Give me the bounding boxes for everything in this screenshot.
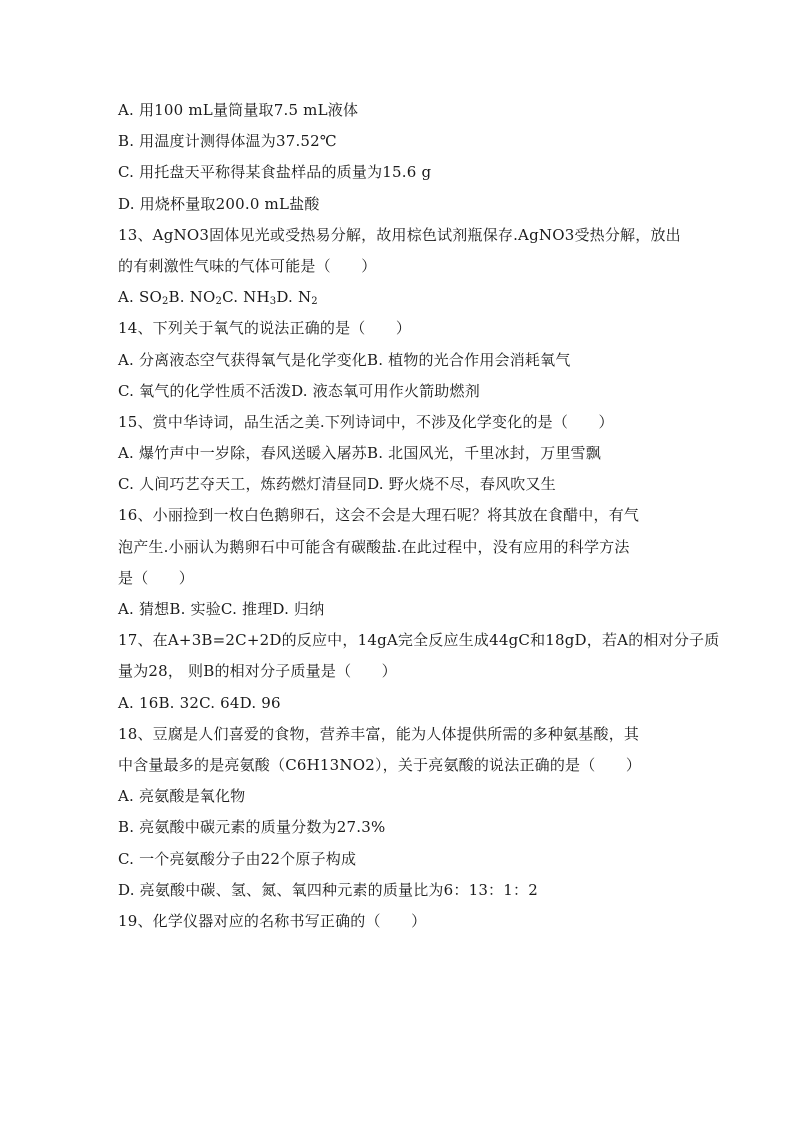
question-14 xyxy=(118,313,678,407)
option-c: C. $NH_3$ xyxy=(222,288,277,308)
option-b: B. 亮氨酸中碳元素的质量分数为27.3% xyxy=(118,818,386,837)
options-line: A. 16B. 32C. 64D. 96 xyxy=(118,693,281,712)
options-line: A. 猜想B. 实验C. 推理D. 归纳 xyxy=(118,600,325,618)
option-a: A. 用100 mL量筒量取7.5 mL液体 xyxy=(118,101,359,119)
option-a: A. 亮氨酸是氧化物 xyxy=(118,787,246,806)
option-a: A. $SO_2$ xyxy=(118,288,169,308)
question-stem: 13、AgNO3固体见光或受热易分解，故用棕色试剂瓶保存.AgNO3受热分解，放出 xyxy=(118,225,681,244)
question-16 xyxy=(118,500,678,625)
question-stem: 17、在A+3B=2C+2D的反应中，14gA完全反应生成44gC和18gD，若A的相对分子质 xyxy=(118,631,720,650)
exam-questions xyxy=(118,95,720,937)
options-ab: A. 分离液态空气获得氧气是化学变化B. 植物的光合作用会消耗氧气 xyxy=(118,350,571,369)
question-stem-continued: 是（ ） xyxy=(118,568,195,587)
options-cd: C. 氧气的化学性质不活泼D. 液态氧可用作火箭助燃剂 xyxy=(118,381,480,400)
option-c: C. 用托盘天平称得某食盐样品的质量为15.6 g xyxy=(118,163,432,182)
question-stem: 15、赏中华诗词，品生活之美.下列诗词中，不涉及化学变化的是（ ） xyxy=(118,412,614,431)
question-stem: 18、豆腐是人们喜爱的食物，营养丰富，能为人体提供所需的多种氨基酸，其 xyxy=(118,724,640,743)
option-c: C. 一个亮氨酸分子由22个原子构成 xyxy=(118,849,357,868)
option-d: D. 亮氨酸中碳、氢、氮、氧四种元素的质量比为6：13：1：2 xyxy=(118,880,538,899)
option-d: D. $N_2$ xyxy=(276,288,318,308)
question-18 xyxy=(118,719,678,906)
question-stem: 16、小丽捡到一枚白色鹅卵石，这会不会是大理石呢？将其放在食醋中，有气 xyxy=(118,506,640,525)
question-stem-continued: 中含量最多的是亮氨酸（C6H13NO2），关于亮氨酸的说法正确的是（ ） xyxy=(118,755,642,774)
question-stem-continued: 的有刺激性气味的气体可能是（ ） xyxy=(118,256,377,275)
question-17 xyxy=(118,625,720,719)
question-stem: 14、下列关于氧气的说法正确的是（ ） xyxy=(118,319,412,338)
question-stem-continued: 量为28， 则B的相对分子质量是（ ） xyxy=(118,662,397,681)
question-19 xyxy=(118,906,678,937)
options-ab: A. 爆竹声中一岁除，春风送暖入屠苏B. 北国风光，千里冰封，万里雪飘 xyxy=(118,444,601,463)
option-d: D. 用烧杯量取200.0 mL盐酸 xyxy=(118,194,320,213)
question-15 xyxy=(118,407,678,501)
question-stem-continued: 泡产生.小丽认为鹅卵石中可能含有碳酸盐.在此过程中，没有应用的科学方法 xyxy=(118,537,630,556)
option-b: B. $NO_2$ xyxy=(168,288,223,308)
option-b: B. 用温度计测得体温为37.52℃ xyxy=(118,132,337,151)
options-line xyxy=(118,282,678,313)
options-cd: C. 人间巧艺夺天工，炼药燃灯清昼同D. 野火烧不尽，春风吹又生 xyxy=(118,475,556,494)
question-13 xyxy=(118,220,681,314)
question-12-options xyxy=(118,95,678,220)
question-stem: 19、化学仪器对应的名称书写正确的（ ） xyxy=(118,911,427,930)
